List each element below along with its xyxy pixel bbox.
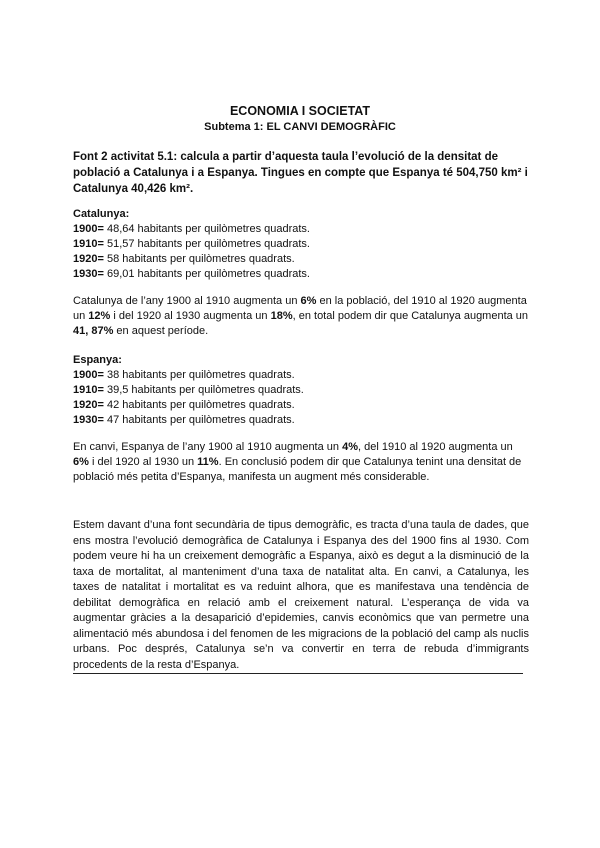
density-value: 47 habitants per quilòmetres quadrats. (106, 414, 295, 426)
list-item (73, 267, 533, 282)
document-title: ECONOMIA I SOCIETAT (229, 104, 371, 118)
year-label: 1930= (73, 268, 104, 280)
commentary-paragraph: Estem davant d’una font secundària de tipus demogràfic, es tracta d’una taula de dades, que ens mostra l’evolució demogràfica de Catalunya i Espanya des del 1900 fins al 1930. Com podem veure hi ha un creixement demogràfic a Espanya, això es degut a la disminució de la taxa de mortalitat, al manteniment d’una taxa de natalitat alta. En canvi, a Catalunya, les taxes de natalitat i mortalitat es va reduint alhora, que es manifestava una tendència de debilitat demogràfica en relació amb el creixement natural. L’esperança de vida va augmentar gràcies a la desaparició d’epidemies, canvis econòmics que van permetre una alimentació més abundosa i del fenomen de les migracions de la població del camp als nuclis urbans. Poc després, Catalunya se’n va convertir en terra de rebuda d’immigrants procedents de la resta d’Espanya. (73, 519, 529, 671)
divider-line (73, 673, 523, 674)
catalunya-density-list (73, 207, 533, 282)
year-label: 1900= (73, 223, 104, 235)
year-label: 1910= (73, 384, 104, 396)
espanya-heading: Espanya: (73, 354, 122, 366)
activity-instructions: Font 2 activitat 5.1: calcula a partir d’aquesta taula l’evolució de la densitat de població a Catalunya i a Espanya. Tingues en compte que Espanya té 504,750 km² i Catalunya 40,426 km². (73, 151, 528, 195)
document-subtitle: Subtema 1: EL CANVI DEMOGRÀFIC (204, 121, 396, 133)
density-value: 42 habitants per quilòmetres quadrats. (106, 399, 295, 411)
list-item (73, 237, 533, 252)
espanya-conclusion: En canvi, Espanya de l’any 1900 al 1910 augmenta un 4%, del 1910 al 1920 augmenta un 6% i del 1920 al 1930 un 11%. En conclusió podem dir que Catalunya tenint una densitat de població més petita d’Espanya, manifesta un augment més considerable. (73, 441, 522, 483)
density-value: 51,57 habitants per quilòmetres quadrats. (106, 238, 310, 250)
year-label: 1930= (73, 414, 104, 426)
density-value: 48,64 habitants per quilòmetres quadrats. (106, 223, 310, 235)
density-value: 38 habitants per quilòmetres quadrats. (106, 369, 295, 381)
list-item (73, 368, 533, 383)
year-label: 1920= (73, 399, 104, 411)
year-label: 1910= (73, 238, 104, 250)
list-item (73, 413, 533, 428)
year-label: 1900= (73, 369, 104, 381)
catalunya-conclusion: Catalunya de l’any 1900 al 1910 augmenta un 6% en la població, del 1910 al 1920 augmenta un 12% i del 1920 al 1930 augmenta un 18%, en total podem dir que Catalunya augmenta un 41, 87% en aquest període. (73, 295, 529, 337)
year-label: 1920= (73, 253, 104, 265)
density-value: 39,5 habitants per quilòmetres quadrats. (106, 384, 304, 396)
list-item (73, 252, 533, 267)
list-item (73, 398, 533, 413)
list-item (73, 383, 533, 398)
density-value: 58 habitants per quilòmetres quadrats. (106, 253, 295, 265)
catalunya-heading: Catalunya: (73, 208, 130, 220)
density-value: 69,01 habitants per quilòmetres quadrats. (106, 268, 310, 280)
espanya-density-list (73, 353, 533, 428)
list-item (73, 222, 533, 237)
